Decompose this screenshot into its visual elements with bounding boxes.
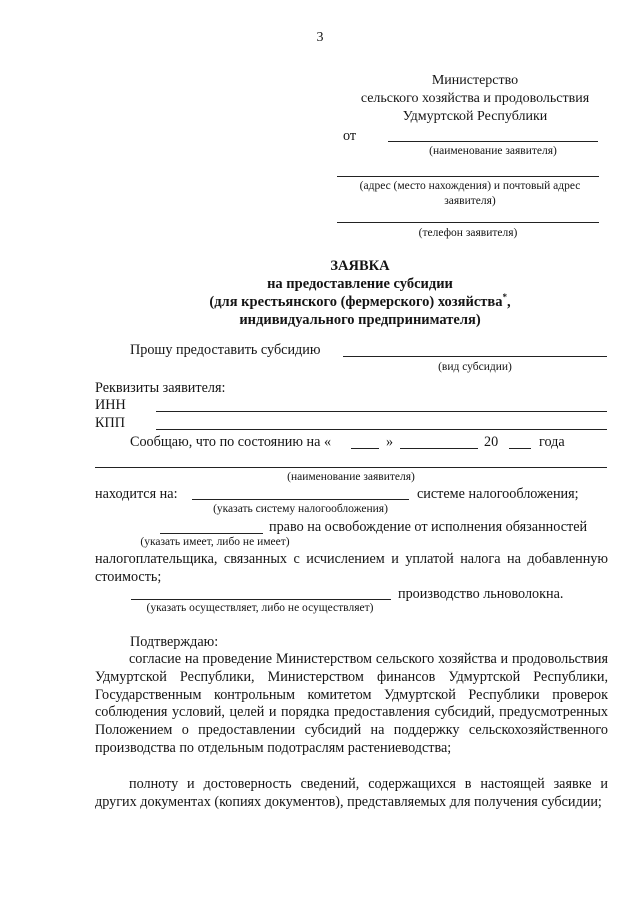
addressee-line-1: Министерство [431, 73, 519, 88]
year-suffix: года [539, 434, 565, 450]
inn-field[interactable] [156, 411, 607, 412]
requisites-label: Реквизиты заявителя: [95, 380, 226, 396]
report-year-field[interactable] [509, 448, 531, 449]
addressee-line-2: сельского хозяйства и продовольствия [360, 91, 590, 106]
address-hint-line-2: заявителя) [444, 195, 496, 207]
applicant-name-hint: (наименование заявителя) [429, 145, 557, 157]
report-prefix: Сообщаю, что по состоянию на « [130, 434, 332, 450]
report-name-hint: (наименование заявителя) [287, 471, 415, 483]
vat-exempt-text: право на освобождение от исполнения обязанностей [269, 519, 588, 535]
report-day-field[interactable] [351, 448, 379, 449]
subsidy-type-hint: (вид субсидии) [438, 361, 512, 373]
title-line-2: на предоставление субсидии [267, 276, 453, 292]
tax-system-text: системе налогообложения; [417, 486, 579, 502]
tax-system-field[interactable] [192, 499, 409, 500]
flax-field[interactable] [131, 599, 391, 600]
year-prefix: 20 [484, 434, 499, 450]
confirm-paragraph-2: полноту и достоверность сведений, содержащихся в настоящей заявке и других документах (копиях документов), представляемых для получения субсидии; [95, 776, 608, 810]
title-line-3: (для крестьянского (фермерского) хозяйства*, [209, 292, 511, 310]
subsidy-type-field[interactable] [343, 356, 607, 357]
address-hint-line-1: (адрес (место нахождения) и почтовый адрес [359, 180, 581, 192]
vat-exempt-field[interactable] [160, 533, 263, 534]
confirm-heading: Подтверждаю: [130, 634, 219, 650]
phone-hint: (телефон заявителя) [418, 227, 518, 239]
tax-system-hint: (указать систему налогообложения) [213, 503, 388, 515]
from-label: от [343, 128, 357, 144]
applicant-phone-field[interactable] [337, 222, 599, 223]
located-label: находится на: [95, 486, 178, 502]
flax-hint: (указать осуществляет, либо не осуществляет) [146, 602, 374, 614]
document-title [100, 257, 620, 329]
flax-text: производство льноволокна. [398, 586, 564, 602]
vat-paragraph: налогоплательщика, связанных с исчислением и уплатой налога на добавленную стоимость; [95, 551, 608, 585]
addressee-line-3: Удмуртской Республики [402, 109, 548, 124]
title-line-4: индивидуального предпринимателя) [239, 312, 481, 328]
kpp-label: КПП [95, 415, 125, 431]
applicant-name-field[interactable] [388, 141, 598, 142]
kpp-field[interactable] [156, 429, 607, 430]
inn-label: ИНН [95, 397, 126, 413]
applicant-address-field[interactable] [337, 176, 599, 177]
close-quote: » [386, 434, 394, 450]
page-number: 3 [316, 30, 324, 45]
footnote-mark: * [502, 292, 507, 303]
title-heading: ЗАЯВКА [330, 258, 390, 274]
confirm-paragraph-1: согласие на проведение Министерством сельского хозяйства и продовольствия Удмуртской Республики, Министерством финансов Удмуртской Республики, Государственным контрольным комитетом Удмуртской Республики проверок соблюдения условий, целей и порядка предоставления субсидий, предусмотренных Положением о предоставлении субсидий на поддержку сельскохозяйственного производства по отдельным подотраслям растениеводства; [95, 651, 608, 756]
report-applicant-name-field[interactable] [95, 467, 607, 468]
vat-exempt-hint: (указать имеет, либо не имеет) [140, 536, 290, 548]
request-text: Прошу предоставить субсидию [130, 342, 321, 358]
report-month-field[interactable] [400, 448, 478, 449]
